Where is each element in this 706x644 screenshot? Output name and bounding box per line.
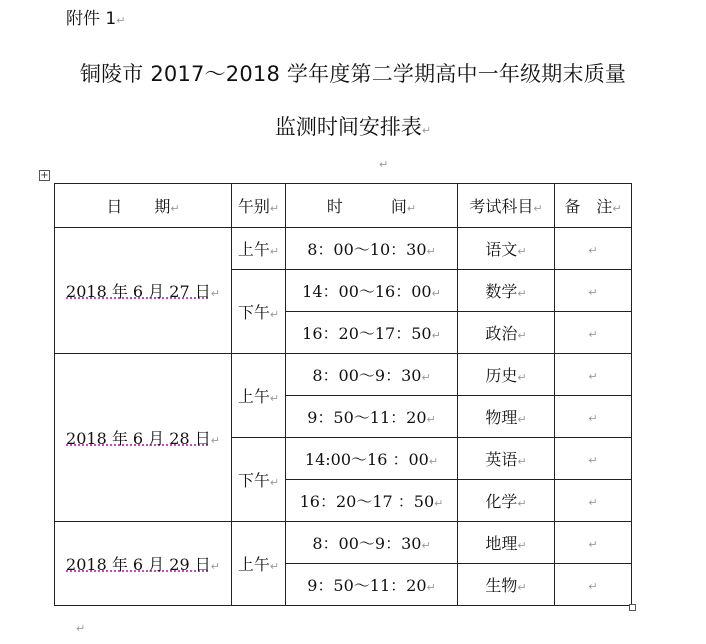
table-header-row bbox=[55, 184, 632, 228]
date-cell: 2018 年 6 月 29 日↵ bbox=[55, 522, 232, 606]
subject-cell: 物理↵ bbox=[458, 396, 555, 438]
table-resize-handle-icon[interactable] bbox=[629, 604, 636, 611]
header-subject: 考试科目↵ bbox=[458, 184, 555, 228]
paragraph-mark-icon: ↵ bbox=[116, 14, 126, 27]
ampm-cell: 上午↵ bbox=[232, 522, 286, 606]
remark-cell[interactable]: ↵ bbox=[555, 270, 632, 312]
remark-cell[interactable]: ↵ bbox=[555, 228, 632, 270]
remark-cell[interactable]: ↵ bbox=[555, 480, 632, 522]
date-cell: 2018 年 6 月 28 日↵ bbox=[55, 354, 232, 522]
remark-cell[interactable]: ↵ bbox=[555, 396, 632, 438]
time-cell: 8：00～10：30↵ bbox=[286, 228, 458, 270]
header-ampm: 午别↵ bbox=[232, 184, 286, 228]
remark-cell[interactable]: ↵ bbox=[555, 354, 632, 396]
remark-cell[interactable]: ↵ bbox=[555, 564, 632, 606]
document-title-line-2: 监测时间安排表↵ bbox=[274, 115, 432, 139]
table-row bbox=[55, 522, 632, 564]
remark-cell[interactable]: ↵ bbox=[555, 522, 632, 564]
time-cell: 14：00～16：00↵ bbox=[286, 270, 458, 312]
time-cell: 16：20～17：50↵ bbox=[286, 312, 458, 354]
subject-cell: 语文↵ bbox=[458, 228, 555, 270]
subject-cell: 数学↵ bbox=[458, 270, 555, 312]
remark-cell[interactable]: ↵ bbox=[555, 438, 632, 480]
time-cell: 8：00～9：30↵ bbox=[286, 354, 458, 396]
table-row bbox=[55, 228, 632, 270]
subject-cell: 政治↵ bbox=[458, 312, 555, 354]
table-move-handle-icon[interactable]: + bbox=[40, 170, 49, 181]
header-date: 日 期↵ bbox=[55, 184, 232, 228]
ampm-cell: 下午↵ bbox=[232, 270, 286, 354]
time-cell: 9：50～11：20↵ bbox=[286, 564, 458, 606]
header-remark: 备 注↵ bbox=[555, 184, 632, 228]
paragraph-mark-icon: ↵ bbox=[379, 158, 389, 171]
subject-cell: 化学↵ bbox=[458, 480, 555, 522]
subject-cell: 地理↵ bbox=[458, 522, 555, 564]
document-title-line-1: 铜陵市 2017～2018 学年度第二学期高中一年级期末质量 bbox=[79, 62, 627, 86]
remark-cell[interactable]: ↵ bbox=[555, 312, 632, 354]
ampm-cell: 上午↵ bbox=[232, 228, 286, 270]
attachment-label: 附件 1↵ bbox=[66, 9, 126, 29]
date-cell: 2018 年 6 月 27 日↵ bbox=[55, 228, 232, 354]
header-time: 时 间↵ bbox=[286, 184, 458, 228]
time-cell: 9：50～11：20↵ bbox=[286, 396, 458, 438]
paragraph-mark-icon: ↵ bbox=[76, 622, 86, 635]
time-cell: 8：00～9：30↵ bbox=[286, 522, 458, 564]
ampm-cell: 上午↵ bbox=[232, 354, 286, 438]
ampm-cell: 下午↵ bbox=[232, 438, 286, 522]
exam-schedule-table bbox=[54, 183, 632, 606]
subject-cell: 历史↵ bbox=[458, 354, 555, 396]
subject-cell: 英语↵ bbox=[458, 438, 555, 480]
time-cell: 16：20～17 ：50↵ bbox=[286, 480, 458, 522]
time-cell: 14:00～16 ：00↵ bbox=[286, 438, 458, 480]
subject-cell: 生物↵ bbox=[458, 564, 555, 606]
paragraph-mark-icon: ↵ bbox=[421, 124, 432, 137]
table-row bbox=[55, 354, 632, 396]
